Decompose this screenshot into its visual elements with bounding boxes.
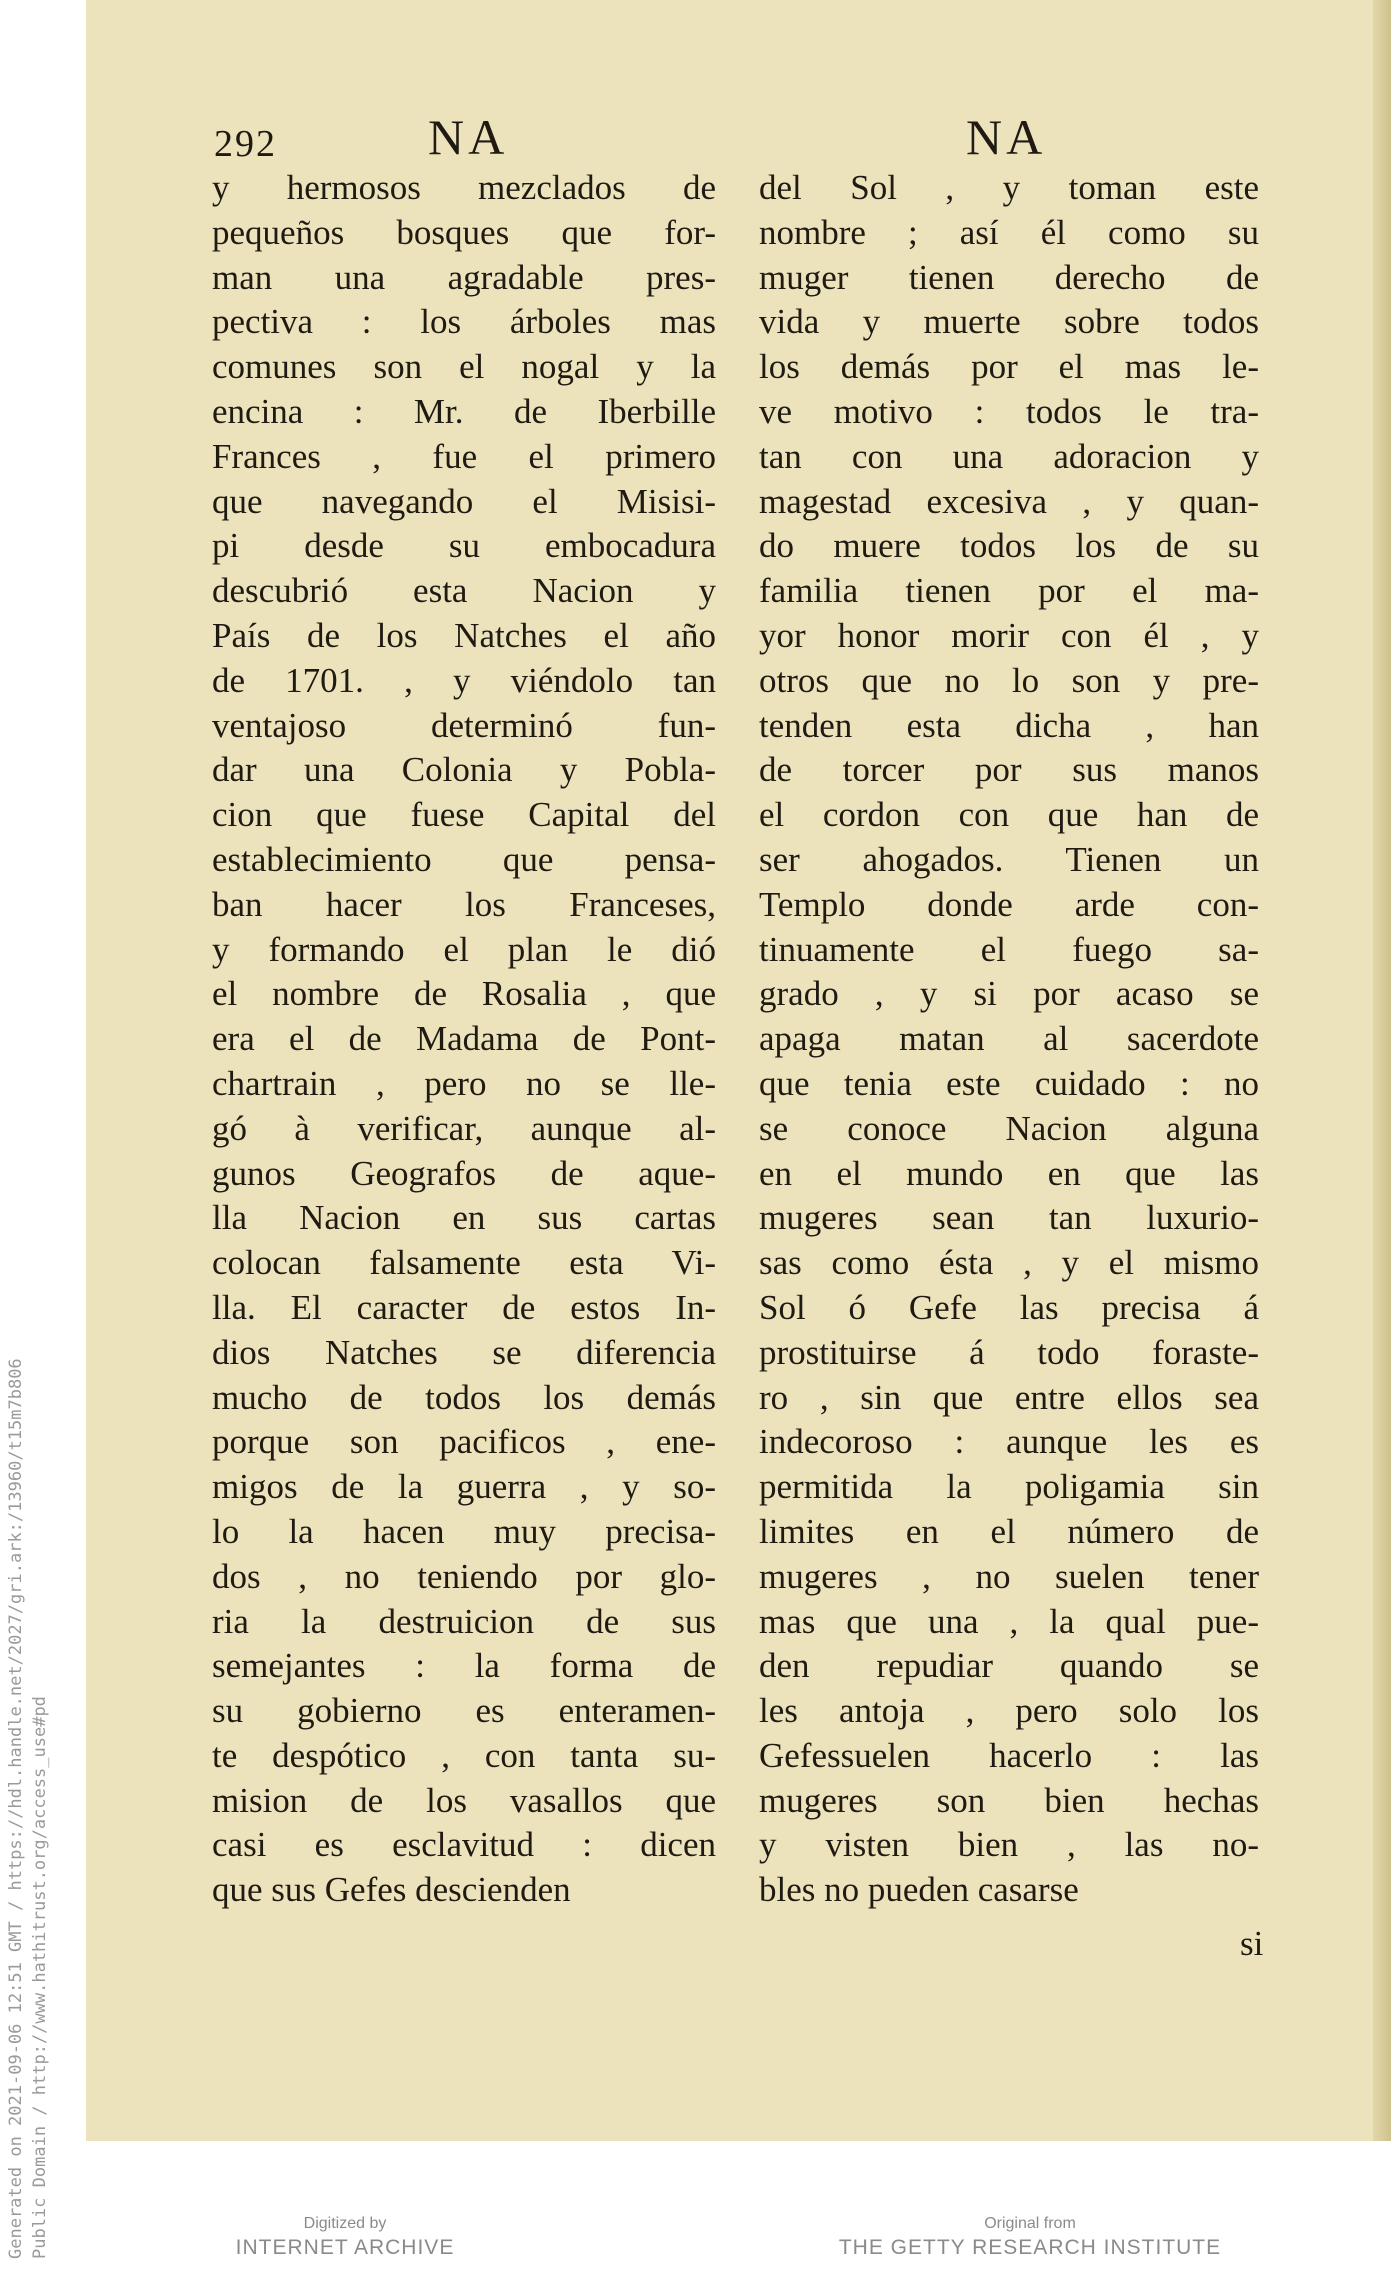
digitized-by-block	[205, 2214, 485, 2262]
text-line: ve motivo : todos le tra-	[759, 391, 1259, 431]
text-line: tinuamente el fuego sa-	[759, 929, 1259, 969]
text-line: sas como ésta , y el mismo	[759, 1243, 1259, 1283]
text-line: los demás por el mas le-	[759, 347, 1259, 387]
text-line: y formando el plan le dió	[212, 929, 716, 969]
text-line: ban hacer los Franceses,	[212, 884, 716, 924]
text-line: les antoja , pero solo los	[759, 1691, 1259, 1731]
running-head-right: NA	[966, 109, 1047, 165]
digitization-footer	[0, 2214, 1391, 2271]
text-line: su gobierno es enteramen-	[212, 1691, 716, 1731]
page-number: 292	[214, 123, 277, 165]
text-line: yor honor morir con él , y	[759, 615, 1259, 655]
catchword: si	[1240, 1924, 1264, 1963]
text-line: lo la hacen muy precisa-	[212, 1511, 716, 1551]
page-edge-shadow	[1373, 0, 1391, 2141]
text-line: del Sol , y toman este	[759, 168, 1259, 207]
text-line: migos de la guerra , y so-	[212, 1467, 716, 1507]
text-line: mas que una , la qual pue-	[759, 1601, 1259, 1641]
text-line: porque son pacificos , ene-	[212, 1422, 716, 1462]
text-line: mugeres son bien hechas	[759, 1780, 1259, 1820]
original-from-label: Original from	[984, 2215, 1076, 2232]
text-line: y hermosos mezclados de	[212, 168, 716, 207]
text-line: mugeres , no suelen tener	[759, 1556, 1259, 1596]
text-line: gunos Geografos de aque-	[212, 1153, 716, 1193]
text-line: Sol ó Gefe las precisa á	[759, 1287, 1259, 1327]
text-line: lla Nacion en sus cartas	[212, 1198, 716, 1238]
text-line: gó à verificar, aunque al-	[212, 1108, 716, 1148]
text-line: ro , sin que entre ellos sea	[759, 1377, 1259, 1417]
text-line: den repudiar quando se	[759, 1646, 1259, 1686]
text-line: el cordon con que han de	[759, 795, 1259, 835]
text-line: man una agradable pres-	[212, 257, 716, 297]
left-text-column	[212, 166, 716, 1913]
text-line: te despótico , con tanta su-	[212, 1735, 716, 1775]
text-line: País de los Natches el año	[212, 615, 716, 655]
text-line: indecoroso : aunque les es	[759, 1422, 1259, 1462]
text-line: tan con una adoracion y	[759, 436, 1259, 476]
digitized-by-label: Digitized by	[303, 2215, 387, 2232]
text-line: grado , y si por acaso se	[759, 974, 1259, 1014]
text-line: y visten bien , las no-	[759, 1825, 1259, 1865]
text-line: descubrió esta Nacion y	[212, 571, 716, 611]
text-line: ventajoso determinó fun-	[212, 705, 716, 745]
text-line: magestad excesiva , y quan-	[759, 481, 1259, 521]
right-text-column	[759, 166, 1259, 1913]
text-line: ser ahogados. Tienen un	[759, 839, 1259, 879]
text-line: pectiva : los árboles mas	[212, 302, 716, 342]
text-line: limites en el número de	[759, 1511, 1259, 1551]
text-line: establecimiento que pensa-	[212, 839, 716, 879]
text-line: pi desde su embocadura	[212, 526, 716, 566]
text-line: dos , no teniendo por glo-	[212, 1556, 716, 1596]
text-line: el nombre de Rosalia , que	[212, 974, 716, 1014]
text-line: dar una Colonia y Pobla-	[212, 750, 716, 790]
text-line: era el de Madama de Pont-	[212, 1019, 716, 1059]
text-line: encina : Mr. de Iberbille	[212, 391, 716, 431]
text-line: mugeres sean tan luxurio-	[759, 1198, 1259, 1238]
access-stamp-text	[4, 1358, 52, 2259]
text-line: do muere todos los de su	[759, 526, 1259, 566]
text-line: bles no pueden casarse	[759, 1870, 1079, 1910]
text-line: Frances , fue el primero	[212, 436, 716, 476]
text-line: de 1701. , y viéndolo tan	[212, 660, 716, 700]
text-line: mucho de todos los demás	[212, 1377, 716, 1417]
text-line: dios Natches se diferencia	[212, 1332, 716, 1372]
text-line: de torcer por sus manos	[759, 750, 1259, 790]
text-line: que tenia este cuidado : no	[759, 1063, 1259, 1103]
text-line: vida y muerte sobre todos	[759, 302, 1259, 342]
text-line: en el mundo en que las	[759, 1153, 1259, 1193]
text-line: cion que fuese Capital del	[212, 795, 716, 835]
access-stamp-line-2: Public Domain / http://www.hathitrust.org/access_use#pd	[30, 1696, 50, 2259]
text-line: nombre ; así él como su	[759, 212, 1259, 252]
text-line: permitida la poligamia sin	[759, 1467, 1259, 1507]
text-line: chartrain , pero no se lle-	[212, 1063, 716, 1103]
text-line: ria la destruicion de sus	[212, 1601, 716, 1641]
text-line: casi es esclavitud : dicen	[212, 1825, 716, 1865]
text-line: prostituirse á todo foraste-	[759, 1332, 1259, 1372]
text-line: comunes son el nogal y la	[212, 347, 716, 387]
text-line: familia tienen por el ma-	[759, 571, 1259, 611]
text-line: colocan falsamente esta Vi-	[212, 1243, 716, 1283]
text-line: Gefessuelen hacerlo : las	[759, 1735, 1259, 1775]
text-line: que sus Gefes descienden	[212, 1870, 571, 1910]
original-source-name: THE GETTY RESEARCH INSTITUTE	[838, 2236, 1222, 2259]
text-line: semejantes : la forma de	[212, 1646, 716, 1686]
original-from-block	[830, 2214, 1230, 2262]
text-line: tenden esta dicha , han	[759, 705, 1259, 745]
text-line: apaga matan al sacerdote	[759, 1019, 1259, 1059]
text-line: pequeños bosques que for-	[212, 212, 716, 252]
text-line: se conoce Nacion alguna	[759, 1108, 1259, 1148]
digitizer-name: INTERNET ARCHIVE	[235, 2236, 455, 2259]
text-line: muger tienen derecho de	[759, 257, 1259, 297]
text-line: otros que no lo son y pre-	[759, 660, 1259, 700]
text-line: Templo donde arde con-	[759, 884, 1259, 924]
access-stamp	[0, 0, 86, 2271]
access-stamp-line-1: Generated on 2021-09-06 12:51 GMT / https://hdl.handle.net/2027/gri.ark:/13960/t15m7b806	[6, 1358, 26, 2259]
book-page	[86, 0, 1391, 2141]
text-line: lla. El caracter de estos In-	[212, 1287, 716, 1327]
text-line: mision de los vasallos que	[212, 1780, 716, 1820]
text-line: que navegando el Misisi-	[212, 481, 716, 521]
running-head-left: NA	[428, 109, 509, 165]
running-head	[86, 108, 1391, 168]
